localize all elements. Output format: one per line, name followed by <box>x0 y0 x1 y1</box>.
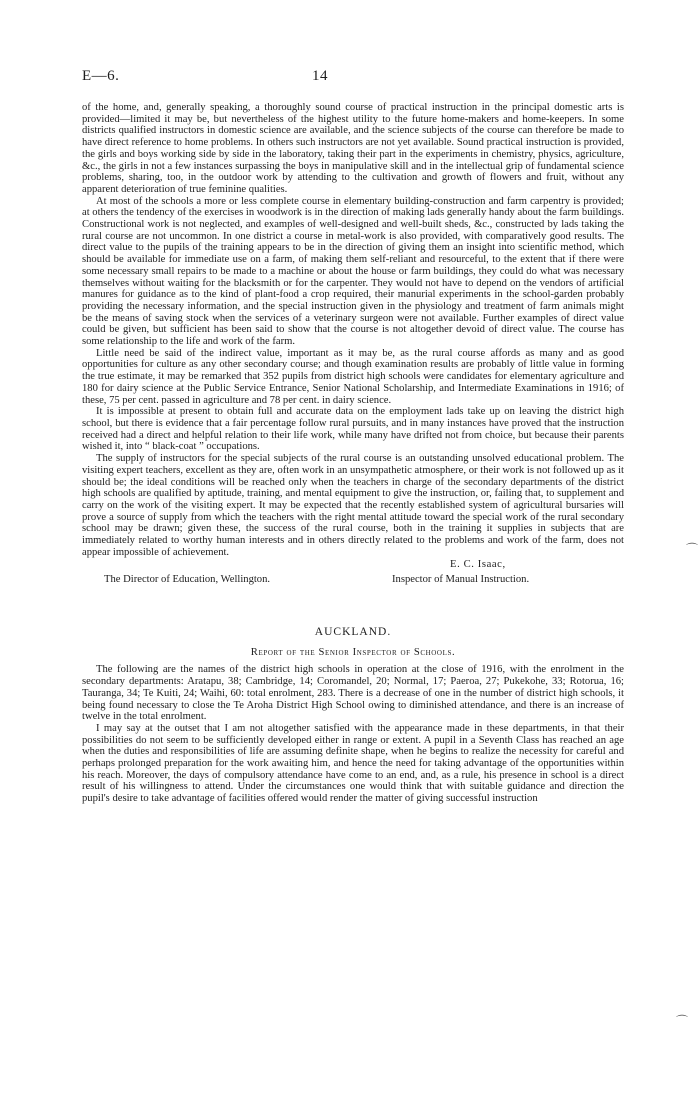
margin-mark: ⌒ <box>686 542 699 556</box>
paragraph-inspector-remarks: I may say at the outset that I am not altogether satisfied with the appearance made in these departments, in that their possibilities do not seem to be sufficiently developed either in range or extent. A pupil in a Seventh Class has reached an age when the duties and responsibilities of life are assuming definite shape, when he begins to realize the necessity for careful and perhaps prolonged preparation for the work awaiting him, and hence the need for taking advantage of the opportunities within his reach. Moreover, the days of compulsory attendance have come to an end, and, as a rule, his presence in school is a direct result of his willingness to attend. Under the circumstances one would think that with suitable guidance and direction the pupil's desire to take advantage of facilities offered would render the matter of giving successful instruction <box>82 722 624 805</box>
document-code: E—6. <box>82 68 120 84</box>
paragraph-instructor-supply: The supply of instructors for the special subjects of the rural course is an outstanding unsolved educational problem. The visiting expert teachers, excellent as they are, often work in an unsympathetic atmosphere, or their work is not followed up as it should be; the ideal conditions will be reached only when the teachers in charge of the secondary departments of the district high schools are qualified by aptitude, training, and mental equipment to give the instruction, or, failing that, to supplement and carry on the work of the visiting expert. It may be expected that the recently established system of agricultural bursaries will prove a source of supply from which the teachers with the right mental attitude toward the special work of the rural secondary school may be drawn; given these, the success of the rural course, both in the training it supplies in subjects that are immediately related to worthy human interests and in others directly related to the problems and work of the farm, does not appear impossible of achievement. <box>82 453 624 558</box>
section-subheading: Report of the Senior Inspector of Schools. <box>250 647 456 659</box>
paragraph-domestic-arts: of the home, and, generally speaking, a thoroughly sound course of practical instruction in the principal domestic arts is provided—limited it may be, but nevertheless of the highest utility to the future home-makers and home-keepers. In some districts qualified instructors in domestic science are available, and the science subjects of the course can therefore be made to have direct reference to home problems. In others such instructors are not yet available. Sound practical instruction is provided, the girls and boys working side by side in the laboratory, taking their part in the experiments in chemistry, physics, agriculture, &c., the girls in not a few instances surpassing the boys in manipulative skill and in the intellectual grip of fundamental science problems, sharing, too, in the outdoor work by attending to the cultivation and growth of flowers and fruit, without any apparent deterioration of true feminine qualities. <box>82 102 624 195</box>
page-header <box>82 68 624 92</box>
paragraph-building-construction: At most of the schools a more or less complete course in elementary building-construction and farm carpentry is provided; at others the tendency of the exercises in woodwork is in the direction of making lads generally handy about the farm buildings. Constructional work is not neglected, and examples of well-designed and well-built sheds, &c., constructed by lads taking the rural course are not uncommon. In one district a course in metal-work is also provided, with comparatively good results. The direct value to the pupils of the training appears to be in the direction of giving them an insight into scientific method, which should be available for immediate use on a farm, of making them self-reliant and resourceful, to the extent that if there were some necessary small repairs to be made to a machine or about the house or farm buildings, they could do what was necessary themselves without waiting for the blacksmith or for the carpenter. They would not have to depend on the vendors of artificial manures for guidance as to the kind of plant-food a crop required, their manurial experiments in the school-garden probably providing the necessary information, and the special instruction given in the physiology and treatment of farm animals might be the means of saving stock when the services of a veterinary surgeon were not available. Further examples of direct value could be given, but sufficient has been said to show that the course is not altogether devoid of direct value. The course has some relationship to the life and work of the farm. <box>82 195 624 348</box>
document-page <box>82 68 624 805</box>
margin-mark: ⌒ <box>676 1014 689 1028</box>
page-number: 14 <box>312 68 328 84</box>
signatory-name: E. C. Isaac, <box>450 559 506 571</box>
paragraph-employment-data: It is impossible at present to obtain full and accurate data on the employment lads take up on leaving the district high school, but there is evidence that a fair percentage follow rural pursuits, and in many instances have proved that the instruction received had a direct and helpful relation to their life work, while many have drifted not from choice, but because their parents wished it, into “ black-coat ” occupations. <box>82 406 624 453</box>
signature-block <box>82 558 624 592</box>
addressee: The Director of Education, Wellington. <box>104 574 271 586</box>
paragraph-school-enrolment: The following are the names of the district high schools in operation at the close of 1916, with the enrolment in the secondary departments: Aratapu, 38; Cambridge, 14; Coromandel, 20; Normal, 17; Paeroa, 27; Pukekohe, 33; Rotorua, 16; Tauranga, 34; Te Kuiti, 24; Waihi, 60: total enrolment, 283. There is a decrease of one in the number of district high schools, it being found necessary to close the Te Aroha District High School owing to diminished attendance, and there is an increase of twelve in the total enrolment. <box>82 664 624 723</box>
signatory-title: Inspector of Manual Instruction. <box>392 574 530 586</box>
section-heading: AUCKLAND. <box>314 626 392 639</box>
paragraph-indirect-value: Little need be said of the indirect value, important as it may be, as the rural course affords as many and as good opportunities for culture as any other secondary course; and though examination results are probably of little value in forming the true estimate, it may be remarked that 352 pupils from district high schools were candidates for elementary agriculture and 180 for dairy science at the Public Service Entrance, Senior National Scholarship, and Intermediate Examinations in 1916; of these, 75 per cent. passed in agriculture and 78 per cent. in dairy science. <box>82 347 624 406</box>
auckland-report-body <box>82 664 624 804</box>
report-body <box>82 102 624 558</box>
